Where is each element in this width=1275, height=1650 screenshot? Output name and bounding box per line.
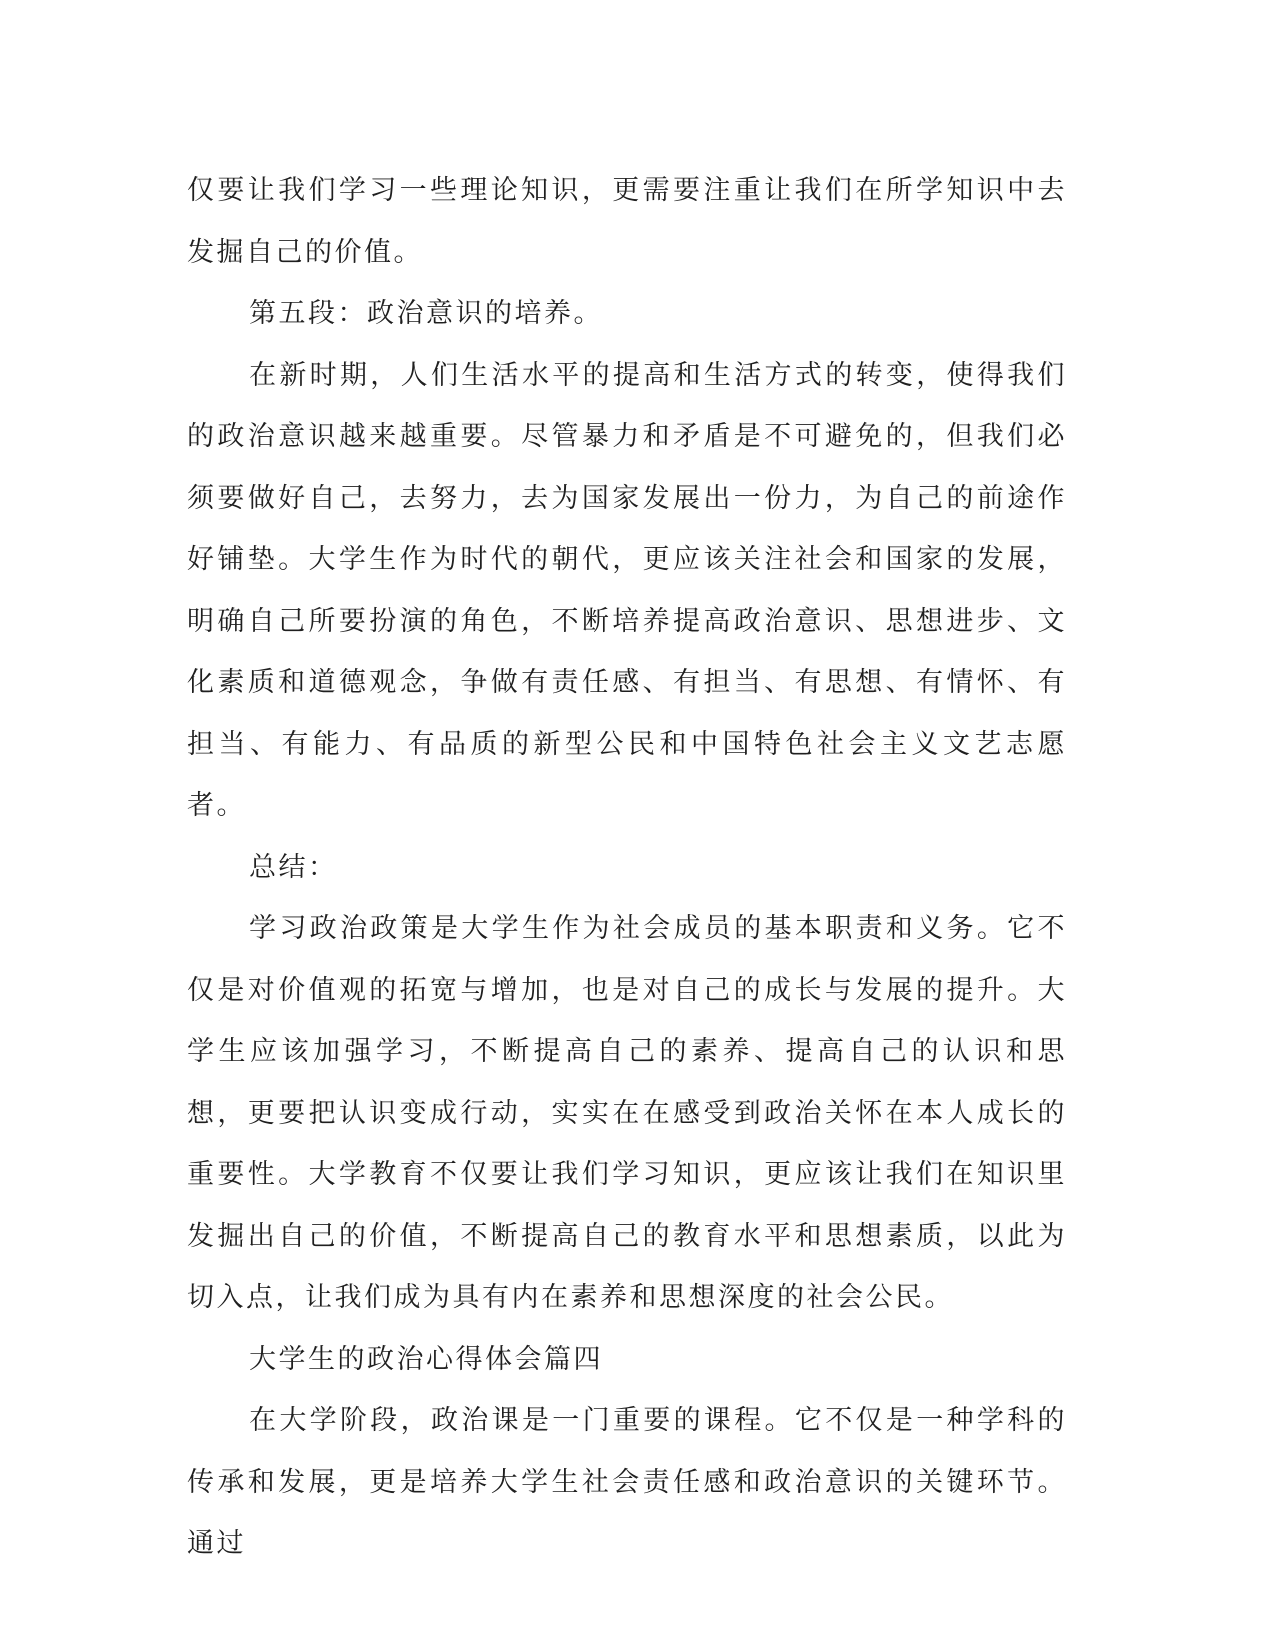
section-heading-summary: 总结： bbox=[249, 851, 338, 883]
article-heading-part-four: 大学生的政治心得体会篇四 bbox=[249, 1343, 603, 1375]
paragraph-university-politics-course: 在大学阶段，政治课是一门重要的课程。它不仅是一种学科的传承和发展，更是培养大学生社会责任感和政治意识的关键环节。通过 bbox=[187, 1405, 1067, 1559]
paragraph-political-awareness: 在新时期，人们生活水平的提高和生活方式的转变，使得我们的政治意识越来越重要。尽管暴力和矛盾是不可避免的，但我们必须要做好自己，去努力，去为国家发展出一份力，为自己的前途作好铺垫。大学生作为时代的朝代，更应该关注社会和国家的发展，明确自己所要扮演的角色，不断培养提高政治意识、思想进步、文化素质和道德观念，争做有责任感、有担当、有思想、有情怀、有担当、有能力、有品质的新型公民和中国特色社会主义文艺志愿者。 bbox=[187, 359, 1067, 821]
section-heading-part-five: 第五段：政治意识的培养。 bbox=[249, 298, 603, 329]
paragraph-summary: 学习政治政策是大学生作为社会成员的基本职责和义务。它不仅是对价值观的拓宽与增加，也是对自己的成长与发展的提升。大学生应该加强学习，不断提高自己的素养、提高自己的认识和思想，更要把认识变成行动，实实在在感受到政治关怀在本人成长的重要性。大学教育不仅要让我们学习知识，更应该让我们在知识里发掘出自己的价值，不断提高自己的教育水平和思想素质，以此为切入点，让我们成为具有内在素养和思想深度的社会公民。 bbox=[187, 913, 1067, 1313]
paragraph-continuation: 仅要让我们学习一些理论知识，更需要注重让我们在所学知识中去发掘自己的价值。 bbox=[187, 175, 1067, 268]
document-body bbox=[187, 160, 1067, 1575]
